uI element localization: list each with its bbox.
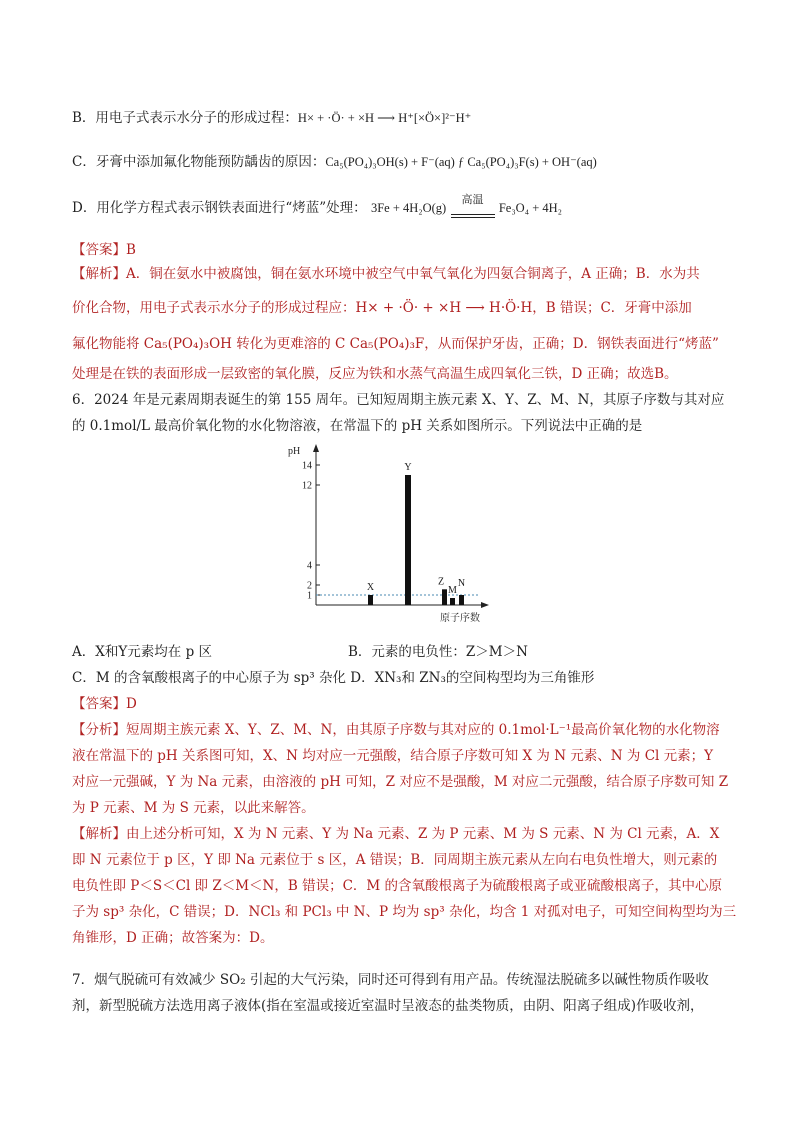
- q6-fenxi-3: 对应一元强碱，Y 为 Na 元素，由溶液的 pH 可知，Z 对应不是强酸，M 对应二元强酸，结合原子序数可知 Z: [72, 774, 729, 790]
- bar-label-Z: Z: [437, 576, 445, 588]
- bluing-equation-right: Fe₃O₄ + 4H₂: [498, 201, 563, 215]
- q6-fenxi-1: 【分析】短周期主族元素 X、Y、Z、M、N，由其原子序数与其对应的 0.1mol·L⁻¹最高价氧化物的水化物溶: [72, 722, 720, 738]
- y-tick-label: 2: [307, 580, 312, 592]
- q5-analysis-1: 【解析】A．铜在氨水中被腐蚀，铜在氨水环境中被空气中氧气氧化为四氨合铜离子，A 正确；B．水为共: [72, 266, 700, 282]
- equals-line-top: [451, 214, 495, 215]
- q5-answer: 【答案】B: [72, 242, 136, 258]
- q6-jiexi-2: 即 N 元素位于 p 区，Y 即 Na 元素位于 s 区，A 错误；B．同周期主族元素从左向右电负性增大，则元素的: [72, 852, 718, 868]
- q6-jiexi-4: 子为 sp³ 杂化，C 错误；D．NCl₃ 和 PCl₃ 中 N、P 均为 sp³ 杂化，均含 1 对孤对电子，可知空间构型均为三: [72, 904, 737, 920]
- q5-option-c: C．牙膏中添加氟化物能预防龋齿的原因：Ca₅(PO₄)₃OH(s) + F⁻(aq) ƒ Ca₅(PO₄)₃F(s) + OH⁻(aq): [72, 154, 597, 170]
- q6-option-b: B．元素的电负性：Z＞M＞N: [348, 644, 528, 660]
- y-tick-label: 12: [302, 480, 312, 492]
- x-axis-arrow: [481, 602, 489, 608]
- y-tick-label: 1: [307, 590, 312, 602]
- bar-M: [450, 598, 455, 605]
- bar-label-Y: Y: [404, 462, 412, 473]
- q5-analysis-2: 价化合物，用电子式表示水分子的形成过程应：H× + ·Ö· + ×H ⟶ H·Ö·H，B 错误；C．牙膏中添加: [72, 300, 692, 316]
- q6-options-row-1: [72, 642, 528, 662]
- water-electron-formula: H× + ·Ö· + ×H ⟶ H⁺[×Ö×]²⁻H⁺: [297, 111, 472, 125]
- q7-stem-2: 剂，新型脱硫方法选用离子液体(指在室温或接近室温时呈液态的盐类物质，由阴、阳离子组成)作吸收剂，: [72, 998, 704, 1014]
- bar-label-N: N: [457, 578, 466, 589]
- bar-Z: [442, 589, 447, 605]
- q5-option-b: B．用电子式表示水分子的形成过程：H× + ·Ö· + ×H ⟶ H⁺[×Ö×]²⁻H⁺: [72, 110, 472, 126]
- q5-analysis-3: 氟化物能将 Ca₅(PO₄)₃OH 转化为更难溶的 C Ca₅(PO₄)₃F，从而保护牙齿，正确；D．钢铁表面进行“烤蓝”: [72, 336, 719, 352]
- y-axis-label: pH: [288, 446, 301, 457]
- q6-fenxi-2: 液在常温下的 pH 关系图可知，X、N 均对应一元强酸，结合原子序数可知 X 为 N 元素、N 为 Cl 元素；Y: [72, 748, 714, 764]
- q6-jiexi-1: 【解析】由上述分析可知，X 为 N 元素、Y 为 Na 元素、Z 为 P 元素、M 为 S 元素、N 为 Cl 元素，A．X: [72, 826, 720, 842]
- bar-label-X: X: [366, 582, 375, 593]
- y-tick-label: 14: [302, 460, 312, 472]
- bar-Y: [405, 475, 411, 605]
- bar-label-M: M: [448, 585, 457, 596]
- q6-stem-1: 6．2024 年是元素周期表诞生的第 155 周年。已知短周期主族元素 X、Y、Z、M、N，其原子序数与其对应: [72, 392, 725, 408]
- y-axis-arrow: [313, 444, 319, 452]
- equals-line-bottom: [451, 217, 495, 218]
- reaction-condition: 高温: [451, 204, 495, 218]
- q6-fenxi-4: 为 P 元素、M 为 S 元素，以此来解答。: [72, 800, 315, 816]
- q6-option-a: A．X和Y元素均在 p 区: [72, 644, 212, 660]
- q5-analysis-4: 处理是在铁的表面形成一层致密的氧化膜，反应为铁和水蒸气高温生成四氧化三铁，D 正确；故选B。: [72, 366, 678, 382]
- fluoride-equation: Ca₅(PO₄)₃OH(s) + F⁻(aq) ƒ Ca₅(PO₄)₃F(s) + OH⁻(aq): [325, 155, 597, 169]
- bluing-equation-left: 3Fe + 4H₂O(g): [370, 201, 447, 215]
- q6-stem-2: 的 0.1mol/L 最高价氧化物的水化物溶液，在常温下的 pH 关系如图所示。下列说法中正确的是: [72, 418, 643, 434]
- x-axis-label: 原子序数: [440, 613, 480, 624]
- q6-jiexi-5: 角锥形，D 正确；故答案为：D。: [72, 930, 274, 946]
- ph-bar-chart: [280, 440, 500, 640]
- q6-answer: 【答案】D: [72, 696, 137, 712]
- q5-option-d: D．用化学方程式表示钢铁表面进行“烤蓝”处理： 3Fe + 4H₂O(g) 高温 Fe₃O₄ + 4H₂: [72, 193, 563, 216]
- q7-stem-1: 7．烟气脱硫可有效减少 SO₂ 引起的大气污染，同时还可得到有用产品。传统湿法脱硫多以碱性物质作吸收: [72, 972, 709, 988]
- q6-option-c-d: C．M 的含氧酸根离子的中心原子为 sp³ 杂化 D．XN₃和 ZN₃的空间构型均为三角锥形: [72, 670, 595, 686]
- bar-X: [368, 595, 373, 605]
- q6-jiexi-3: 电负性即 P＜S＜Cl 即 Z＜M＜N，B 错误；C．M 的含氧酸根离子为硫酸根离子或亚硫酸根离子，其中心原: [72, 878, 723, 894]
- bar-N: [459, 595, 464, 605]
- y-tick-label: 4: [307, 560, 312, 572]
